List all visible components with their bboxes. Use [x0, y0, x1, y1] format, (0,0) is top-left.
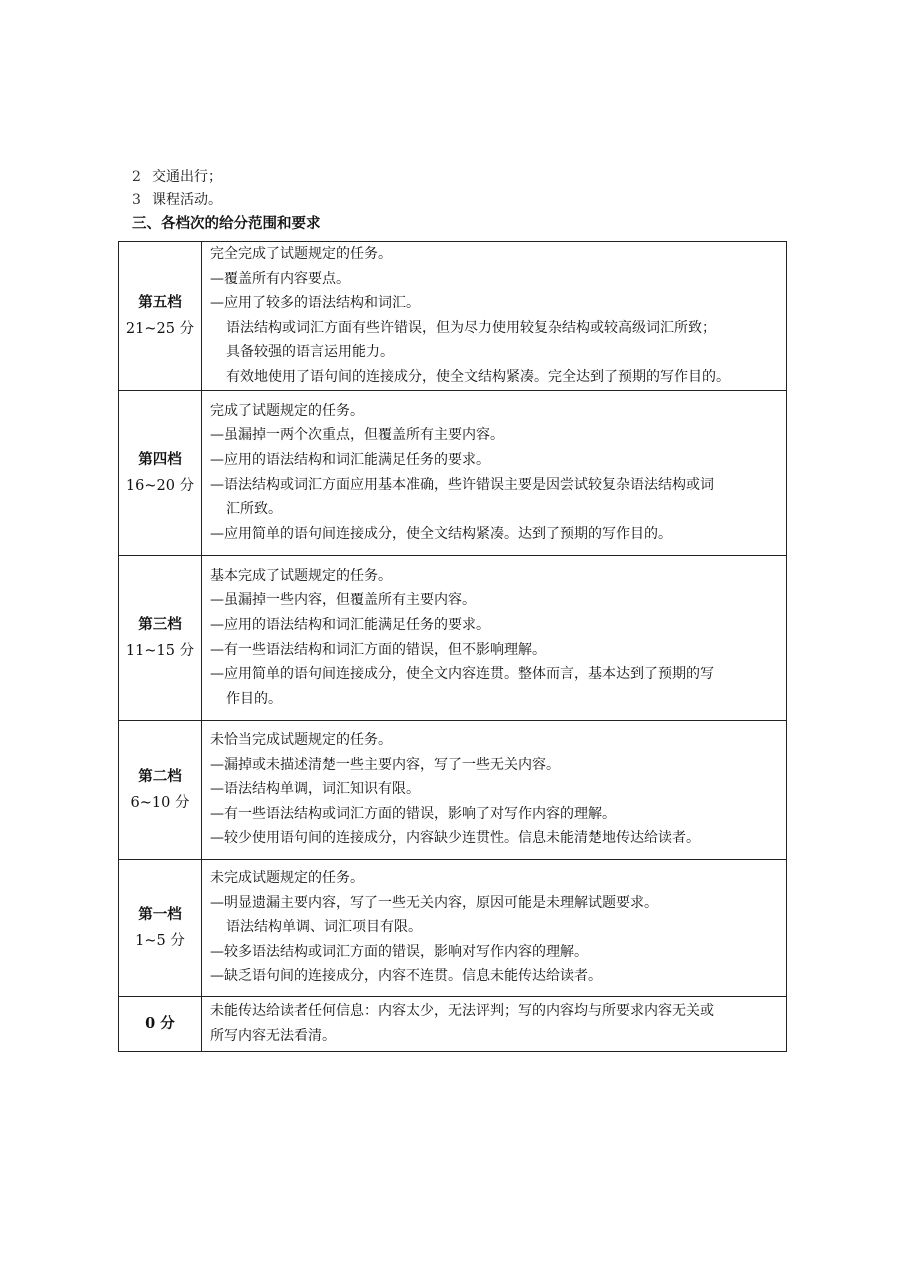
requirement-cell [202, 720, 787, 859]
requirement-line: —语法结构或词汇方面应用基本准确，些许错误主要是因尝试较复杂语法结构或词 [210, 476, 714, 493]
band-cell [119, 720, 202, 859]
band-range: 6~10 分 [130, 794, 190, 811]
requirement-line: —明显遗漏主要内容，写了一些无关内容，原因可能是未理解试题要求。 [210, 894, 658, 911]
band-name: 第一档 [138, 905, 182, 923]
requirement-line: —覆盖所有内容要点。 [210, 270, 350, 287]
requirement-line: —应用的语法结构和词汇能满足任务的要求。 [210, 451, 490, 468]
requirement-cell [202, 390, 787, 555]
table-row [119, 720, 787, 859]
band-range: 1~5 分 [135, 932, 185, 949]
requirement-line: 基本完成了试题规定的任务。 [210, 567, 392, 584]
requirement-line: 有效地使用了语句间的连接成分，使全文结构紧凑。完全达到了预期的写作目的。 [226, 368, 730, 385]
list-item-number: 3 [132, 192, 141, 208]
band-cell [119, 859, 202, 996]
requirement-line: —较多语法结构或词汇方面的错误，影响对写作内容的理解。 [210, 943, 588, 960]
table-row [119, 555, 787, 720]
table-row [119, 996, 787, 1051]
band-cell [119, 390, 202, 555]
requirement-line: 语法结构或词汇方面有些许错误，但为尽力使用较复杂结构或较高级词汇所致； [226, 319, 716, 336]
requirement-line: —有一些语法结构和词汇方面的错误，但不影响理解。 [210, 641, 546, 658]
band-range: 11~15 分 [125, 642, 195, 659]
requirement-line: —应用简单的语句间连接成分，使全文结构紧凑。达到了预期的写作目的。 [210, 525, 672, 542]
band-cell [119, 996, 202, 1051]
requirement-line: —应用了较多的语法结构和词汇。 [210, 295, 420, 312]
requirement-line: 完成了试题规定的任务。 [210, 402, 364, 419]
requirement-line: —较少使用语句间的连接成分，内容缺少连贯性。信息未能清楚地传达给读者。 [210, 830, 700, 847]
band-range: 16~20 分 [125, 477, 195, 494]
list-item [132, 166, 792, 189]
requirement-line: 未恰当完成试题规定的任务。 [210, 732, 392, 749]
requirement-line: —有一些语法结构或词汇方面的错误，影响了对写作内容的理解。 [210, 805, 616, 822]
band-cell [119, 242, 202, 391]
requirement-line: 汇所致。 [226, 501, 282, 518]
requirement-cell [202, 242, 787, 391]
requirement-line: —漏掉或未描述清楚一些主要内容，写了一些无关内容。 [210, 756, 560, 773]
topic-list [132, 166, 792, 236]
requirement-line: —语法结构单调，词汇知识有限。 [210, 781, 420, 798]
requirement-cell [202, 555, 787, 720]
requirement-line: 具备较强的语言运用能力。 [226, 344, 394, 361]
list-item [132, 189, 792, 212]
requirement-line: 未能传达给读者任何信息：内容太少，无法评判；写的内容均与所要求内容无关或 [210, 1002, 714, 1019]
requirement-line: 语法结构单调、词汇项目有限。 [226, 919, 422, 936]
list-item-number: 2 [132, 169, 141, 185]
requirement-line: —虽漏掉一两个次重点，但覆盖所有主要内容。 [210, 427, 504, 444]
band-cell [119, 555, 202, 720]
band-name: 第三档 [138, 615, 182, 633]
band-range: 21~25 分 [125, 320, 195, 337]
requirement-line: —虽漏掉一些内容，但覆盖所有主要内容。 [210, 592, 476, 609]
requirement-line: 未完成试题规定的任务。 [210, 870, 364, 887]
band-name: 第二档 [138, 767, 182, 785]
scoring-rubric-table [118, 241, 787, 1052]
band-range: 0 分 [145, 1015, 175, 1033]
band-name: 第四档 [138, 450, 182, 468]
requirement-cell [202, 859, 787, 996]
requirement-line: —应用的语法结构和词汇能满足任务的要求。 [210, 616, 490, 633]
table-row [119, 390, 787, 555]
requirement-line: —缺乏语句间的连接成分，内容不连贯。信息未能传达给读者。 [210, 968, 602, 985]
requirement-line: 作目的。 [226, 690, 282, 707]
list-item-text: 课程活动。 [152, 192, 222, 208]
requirement-line: —应用简单的语句间连接成分，使全文内容连贯。整体而言，基本达到了预期的写 [210, 666, 714, 683]
section-heading: 三、各档次的给分范围和要求 [132, 215, 321, 232]
requirement-cell [202, 996, 787, 1051]
band-name: 第五档 [138, 293, 182, 311]
table-row [119, 859, 787, 996]
requirement-line: 所写内容无法看清。 [210, 1027, 336, 1044]
list-item-text: 交通出行； [152, 169, 222, 185]
requirement-line: 完全完成了试题规定的任务。 [210, 246, 392, 262]
table-row [119, 242, 787, 391]
